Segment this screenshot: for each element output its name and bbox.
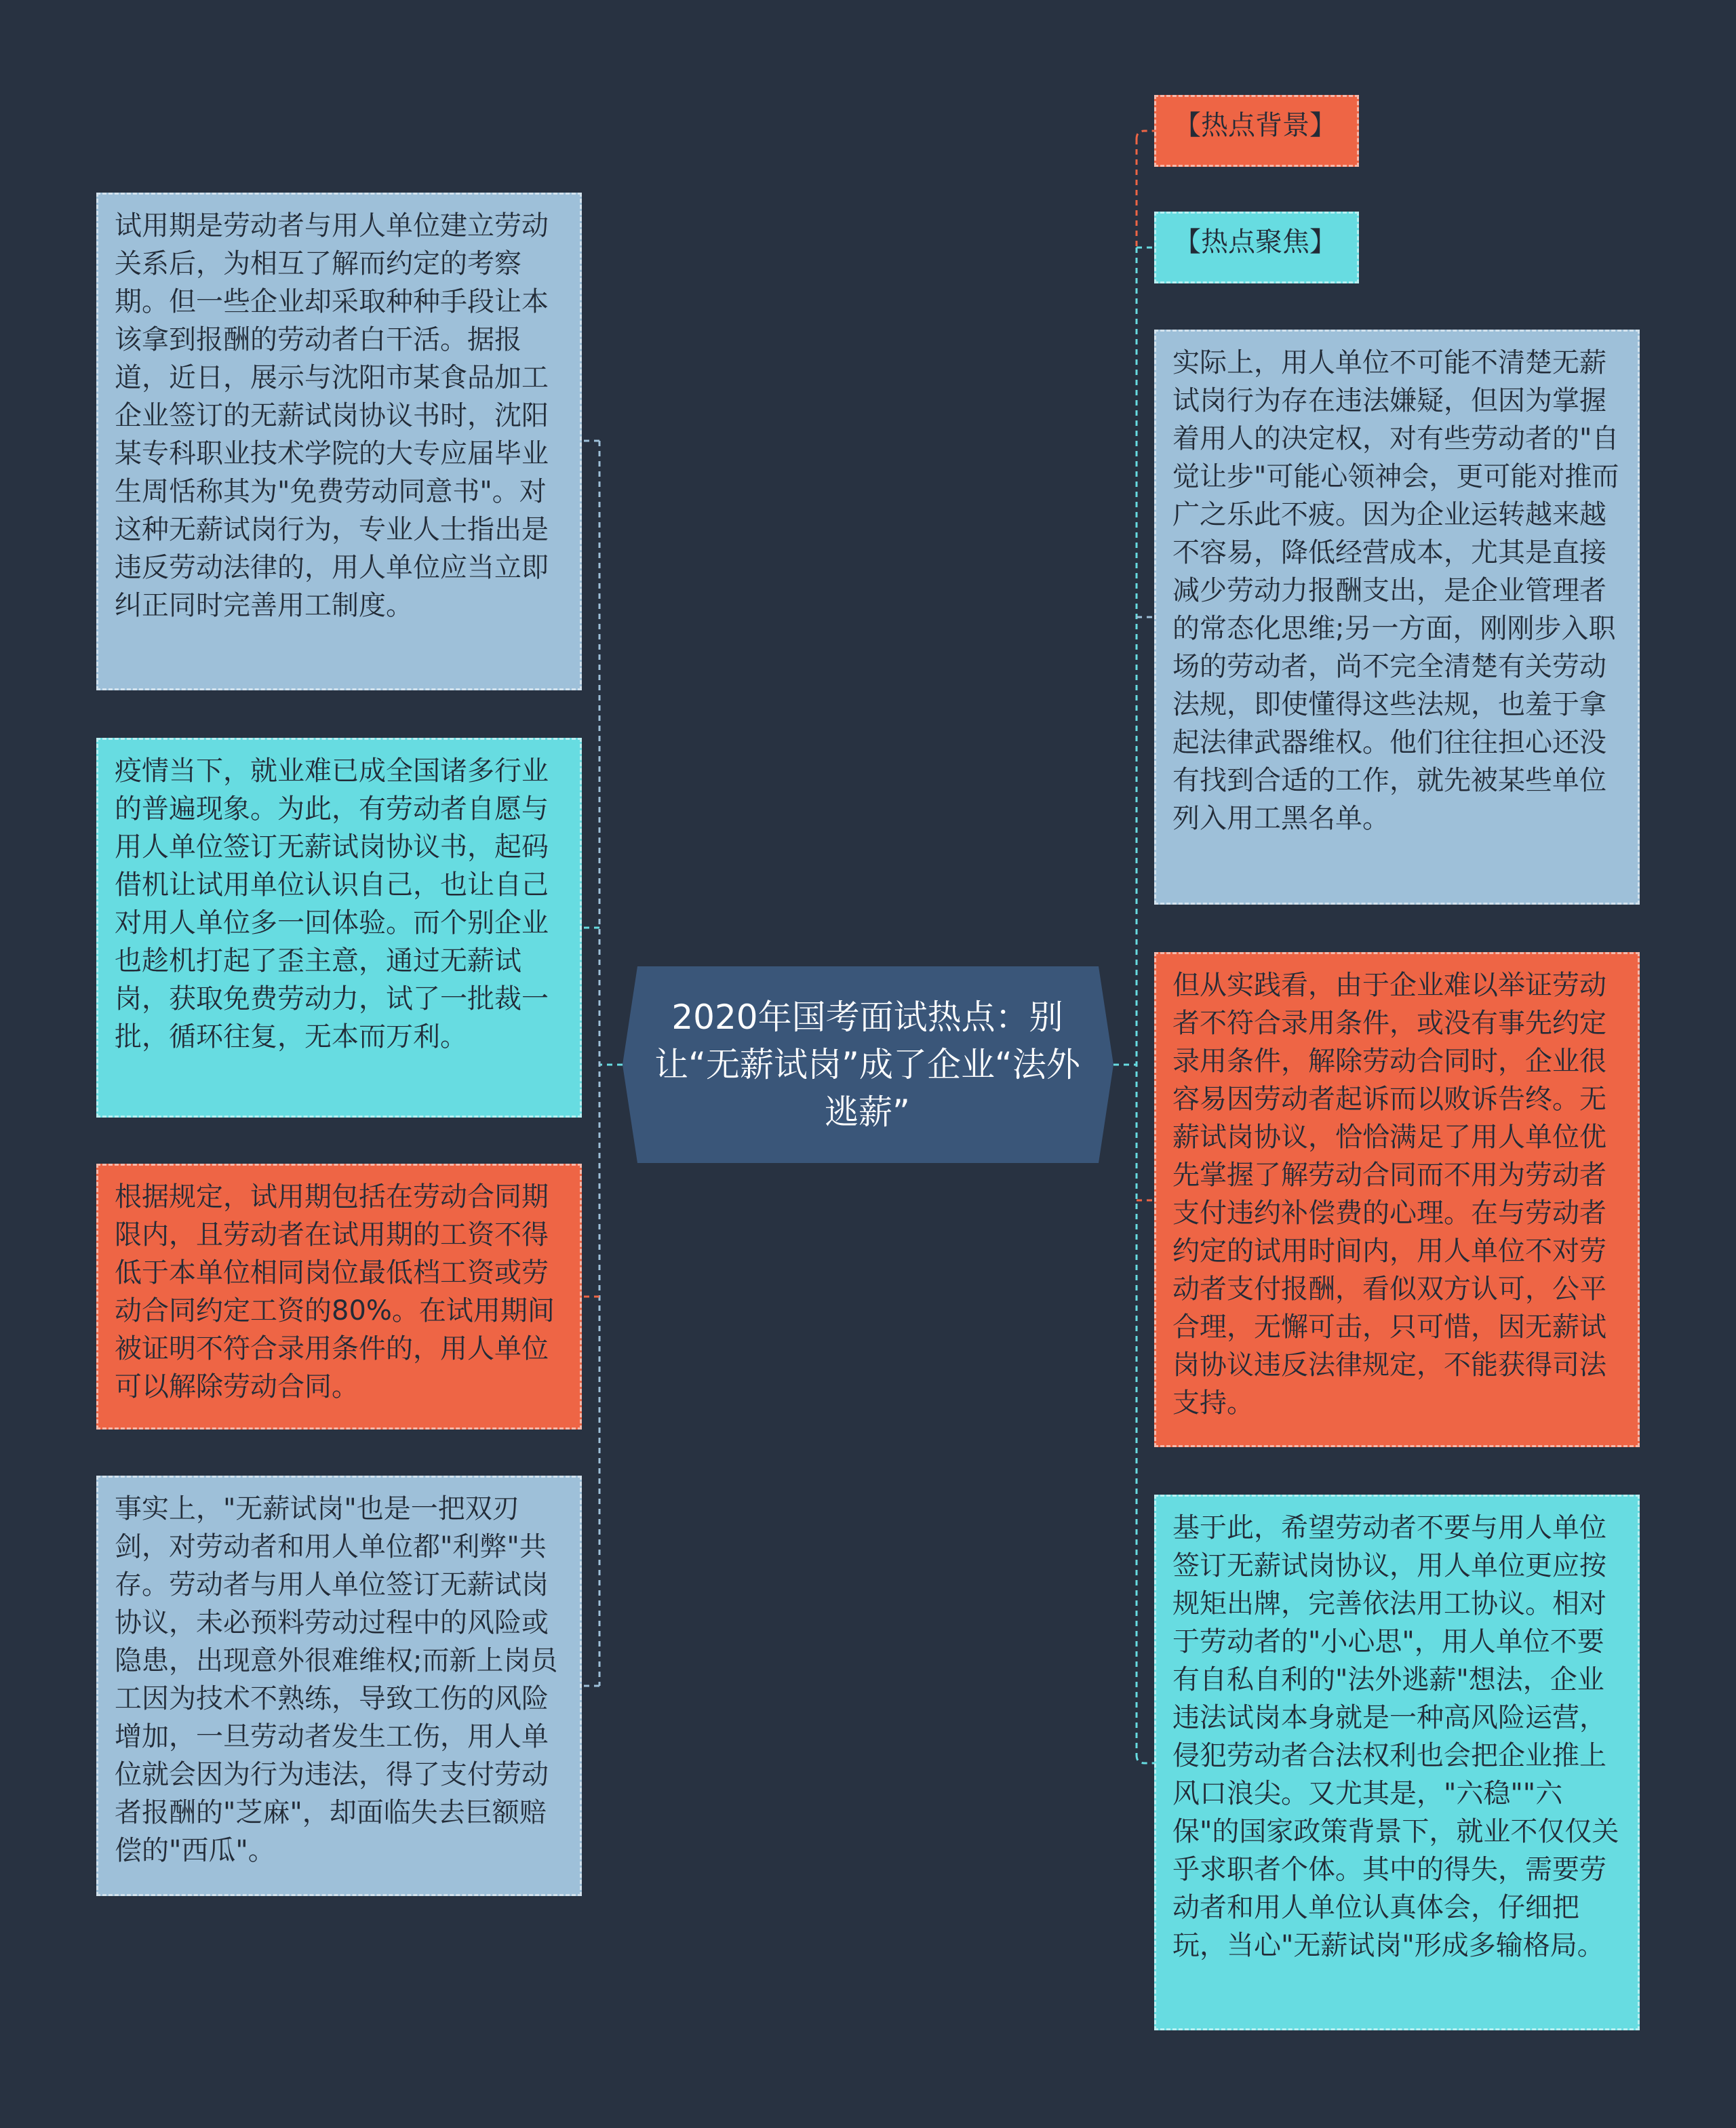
node-text: 事实上，"无薪试岗"也是一把双刃剑，对劳动者和用人单位都"利弊"共存。劳动者与用人单位签订无薪试岗协议，未必预料劳动过程中的风险或隐患，出现意外很难维权;而新上岗员工因为技术不熟练，导致工伤的风险增加，一旦劳动者发生工伤，用人单位就会因为行为违法，得了支付劳动者报酬的"芝麻"，却面临失去巨额赔偿的"西瓜"。 [115, 1493, 558, 1866]
node-text: 试用期是劳动者与用人单位建立劳动关系后，为相互了解而约定的考察期。但一些企业却采取种种手段让本该拿到报酬的劳动者白干活。据报道，近日，展示与沈阳市某食品加工企业签订的无薪试岗协议书时，沈阳某专科职业技术学院的大专应届毕业生周恬称其为"免费劳动同意书"。对这种无薪试岗行为，专业人士指出是违反劳动法律的，用人单位应当立即纠正同时完善用工制度。 [115, 210, 549, 621]
right-node-hot-background[interactable] [1154, 95, 1359, 167]
right-node-practice-view[interactable] [1154, 952, 1640, 1447]
node-text: 基于此，希望劳动者不要与用人单位签订无薪试岗协议，用人单位更应按规矩出牌，完善依法用工协议。相对于劳动者的"小心思"，用人单位不要有自私自利的"法外逃薪"想法，企业违法试岗本身就是一种高风险运营，侵犯劳动者合法权利也会把企业推上风口浪尖。又尤其是，"六稳""六保"的国家政策背景下，就业不仅仅关乎求职者个体。其中的得失，需要劳动者和用人单位认真体会，仔细把玩，当心"无薪试岗"形成多输格局。 [1172, 1512, 1619, 1961]
left-node-legal-provisions[interactable] [96, 1164, 582, 1430]
node-text: 但从实践看，由于企业难以举证劳动者不符合录用条件，或没有事先约定录用条件，解除劳动合同时，企业很容易因劳动者起诉而以败诉告终。无薪试岗协议，恰恰满足了用人单位优先掌握了解劳动合同而不用为劳动者支付违约补偿费的心理。在与劳动者约定的试用时间内，用人单位不对劳动者支付报酬，看似双方认可，公平合理，无懈可击，只可惜，因无薪试岗协议违反法律规定，不能获得司法支持。 [1172, 970, 1606, 1419]
center-topic[interactable] [623, 966, 1112, 1163]
right-node-recommendation[interactable] [1154, 1495, 1640, 2030]
node-text: 实际上，用人单位不可能不清楚无薪试岗行为存在违法嫌疑，但因为掌握着用人的决定权，对有些劳动者的"自觉让步"可能心领神会，更可能对推而广之乐此不疲。因为企业运转越来越不容易，降低经营成本，尤其是直接减少劳动力报酬支出，是企业管理者的常态化思维;另一方面，刚刚步入职场的劳动者，尚不完全清楚有关劳动法规，即使懂得这些法规，也羞于拿起法律武器维权。他们往往担心还没有找到合适的工作，就先被某些单位列入用工黑名单。 [1172, 347, 1619, 834]
center-title: 2020年国考面试热点：别让“无薪试岗”成了企业“法外逃薪” [654, 998, 1080, 1132]
node-text: 【热点聚焦】 [1174, 226, 1337, 258]
node-text: 疫情当下，就业难已成全国诸多行业的普遍现象。为此，有劳动者自愿与用人单位签订无薪试岗协议书，起码借机让试用单位认识自己，也让自己对用人单位多一回体验。而个别企业也趁机打起了歪主意，通过无薪试岗，获取免费劳动力，试了一批裁一批，循环往复，无本而万利。 [115, 755, 549, 1052]
node-text: 根据规定，试用期包括在劳动合同期限内，且劳动者在试用期的工资不得低于本单位相同岗位最低档工资或劳动合同约定工资的80%。在试用期间被证明不符合录用条件的，用人单位可以解除劳动合同。 [115, 1181, 555, 1402]
left-node-pandemic-employment[interactable] [96, 738, 582, 1118]
right-node-employer-awareness[interactable] [1154, 330, 1640, 905]
left-node-double-edged-sword[interactable] [96, 1476, 582, 1896]
node-text: 【热点背景】 [1174, 110, 1337, 141]
right-node-hot-focus[interactable] [1154, 212, 1359, 283]
left-node-probation-definition[interactable] [96, 193, 582, 690]
